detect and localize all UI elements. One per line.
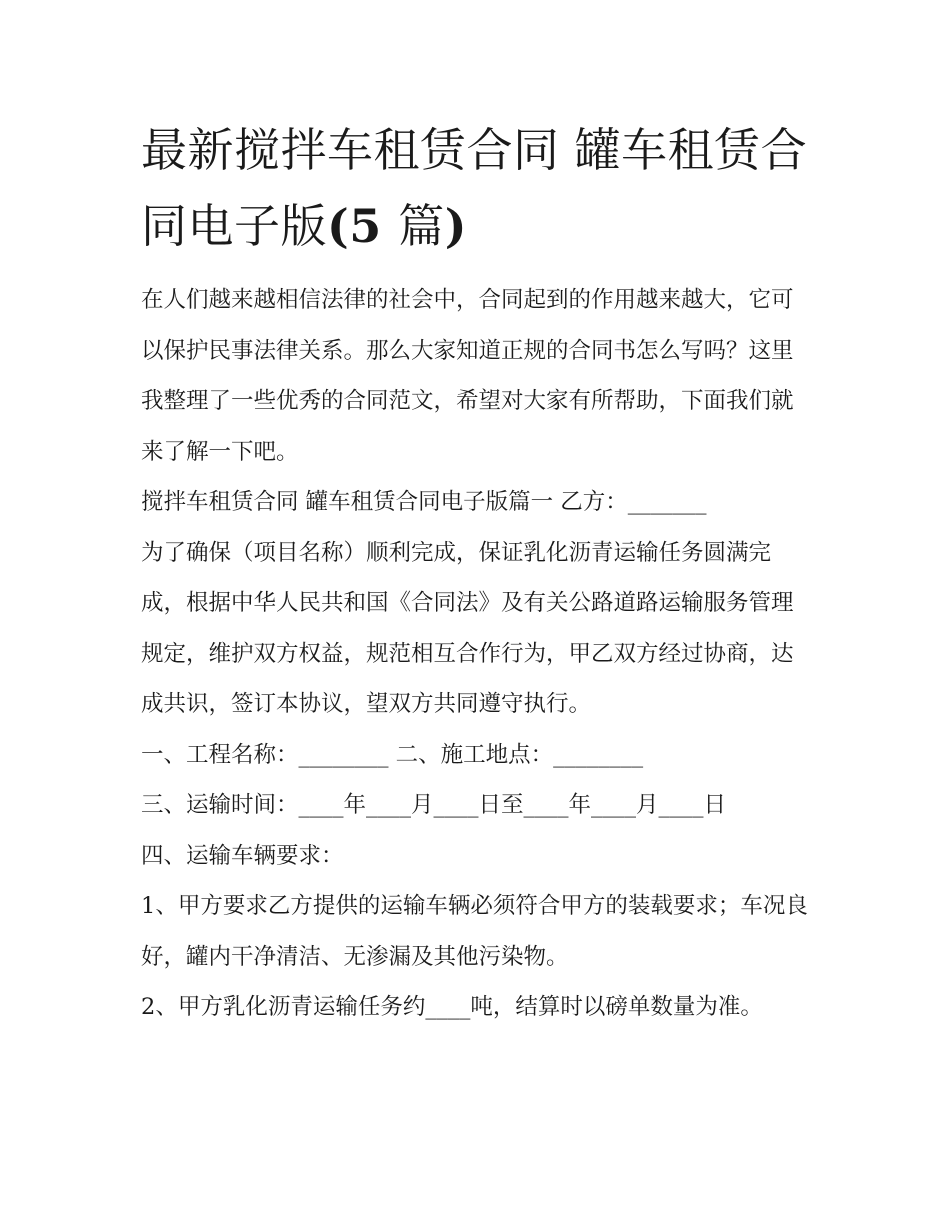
clause-transport-time: 三、运输时间：____年____月____日至____年____月____日 xyxy=(141,792,727,818)
requirement-item-2: 2、甲方乳化沥青运输任务约____吨，结算时以磅单数量为准。 xyxy=(141,994,763,1020)
document-title xyxy=(141,112,813,264)
requirement-item-1: 1、甲方要求乙方提供的运输车辆必须符合甲方的装载要求；车况良好，罐内干净清洁、无渗漏及其他污染物。 xyxy=(141,893,808,970)
title-count-unit: 篇 xyxy=(398,199,445,253)
purpose-paragraph: 为了确保（项目名称）顺利完成，保证乳化沥青运输任务圆满完成，根据中华人民共和国《合同法》及有关公路道路运输服务管理规定，维护双方权益，规范相互合作行为，甲乙双方经过协商，达成共识，签订本协议，望双方共同遵守执行。 xyxy=(141,539,794,717)
clause-vehicle-requirements: 四、运输车辆要求： xyxy=(141,842,344,869)
title-count-close: ) xyxy=(444,199,468,253)
document-body xyxy=(141,112,813,1033)
section-heading-part-one: 搅拌车租赁合同 罐车租赁合同电子版篇一 乙方：_______ xyxy=(141,489,707,515)
intro-paragraph: 在人们越来越相信法律的社会中，合同起到的作用越来越大，它可以保护民事法律关系。那么大家知道正规的合同书怎么写吗？这里我整理了一些优秀的合同范文，希望对大家有所帮助，下面我们就来了解一下吧。 xyxy=(141,287,794,465)
clause-project-site: 一、工程名称：________ 二、施工地点：________ xyxy=(141,741,644,768)
title-text: 最新搅拌车租赁合同 罐车租赁合同电子版 xyxy=(141,123,808,253)
title-count-open: (5 xyxy=(327,199,399,253)
